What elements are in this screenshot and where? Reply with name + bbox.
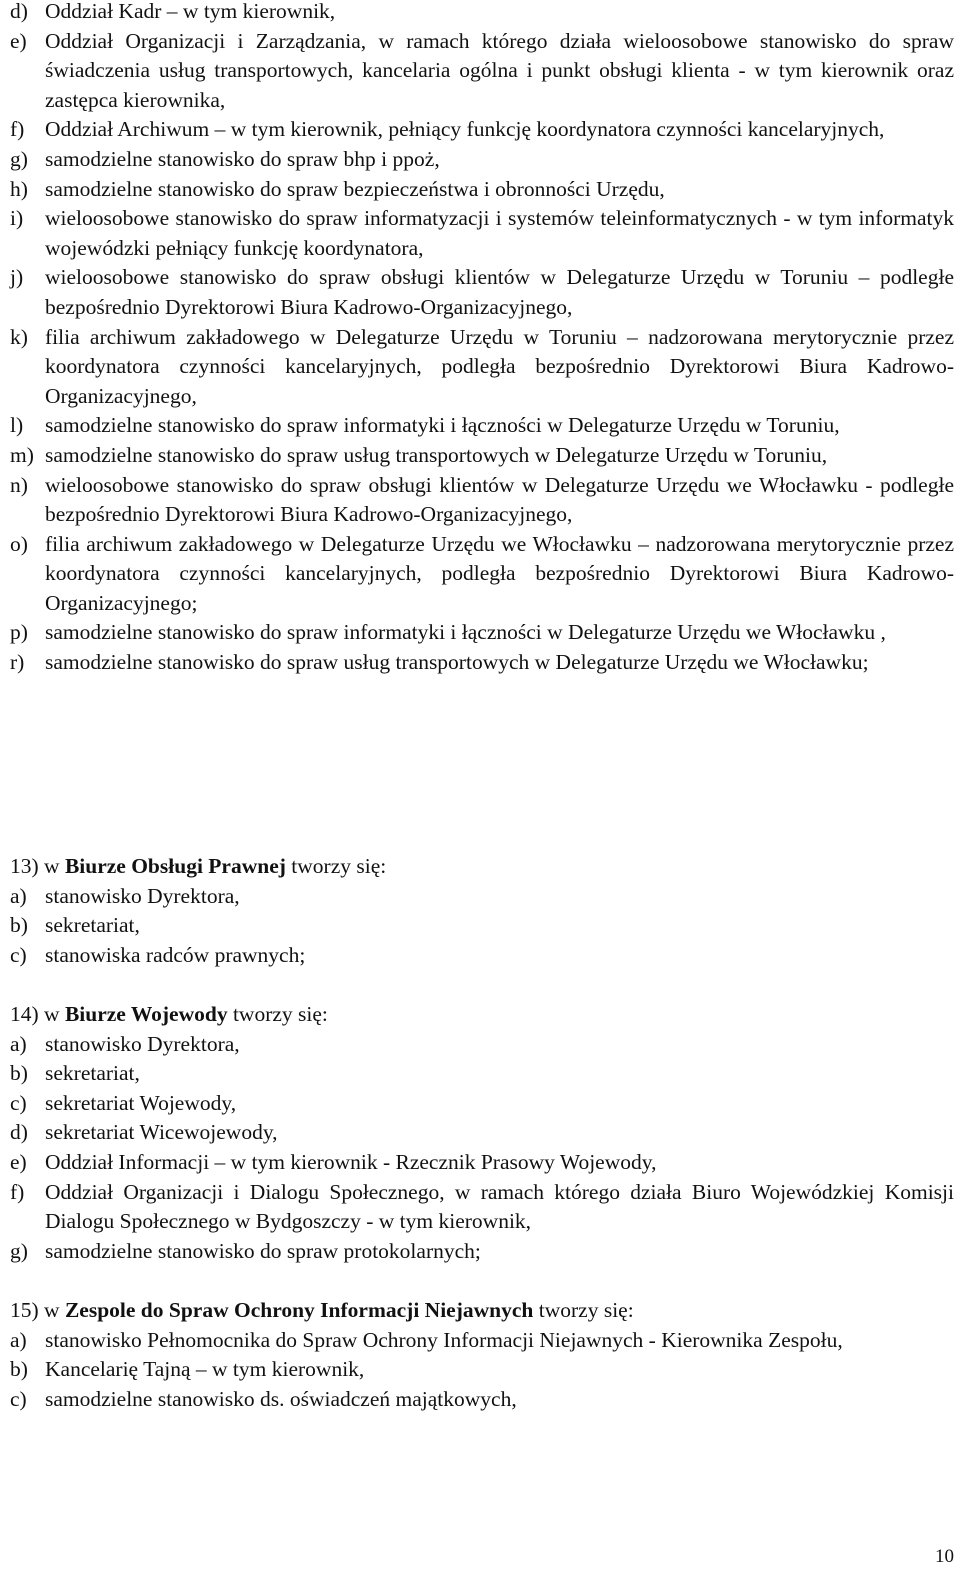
list-marker: m): [10, 442, 34, 467]
list-item-text: stanowisko Pełnomocnika do Spraw Ochrony Informacji Niejawnych - Kierownika Zespołu,: [45, 1327, 843, 1352]
list-marker: a): [10, 883, 27, 908]
list-item-text: Oddział Organizacji i Zarządzania, w ramach którego działa wieloosobowe stanowisko do spraw świadczenia usług transportowych, kancelaria ogólna i punkt obsługi klienta - w tym kierownik oraz zastępca kierownika,: [45, 28, 954, 112]
list-marker: h): [10, 176, 28, 201]
list-marker: b): [10, 1357, 28, 1382]
page-number: 10: [935, 1546, 954, 1567]
list-item-text: sekretariat Wojewody,: [45, 1090, 237, 1115]
list-marker: d): [10, 0, 28, 23]
list-item-text: sekretariat,: [45, 1061, 140, 1086]
list-item: [10, 530, 954, 619]
section-heading: [10, 852, 954, 882]
list-marker: d): [10, 1120, 28, 1145]
list-marker: p): [10, 620, 28, 645]
list-item: [10, 1355, 954, 1385]
list-item: [10, 115, 954, 145]
list-item: [10, 0, 954, 27]
section-14: [10, 1000, 954, 1266]
list-item-text: Oddział Archiwum – w tym kierownik, pełniący funkcję koordynatora czynności kancelaryjnych,: [45, 117, 885, 142]
list-item-text: stanowisko Dyrektora,: [45, 883, 240, 908]
list-item: [10, 175, 954, 205]
list-marker: e): [10, 1149, 27, 1174]
list-marker: o): [10, 531, 28, 556]
list-item-text: filia archiwum zakładowego w Delegaturze Urzędu we Włocławku – nadzorowana merytorycznie przez koordynatora czynności kancelaryjnych, podległa bezpośrednio Dyrektorowi Biura Kadrowo-Organizacyjnego;: [45, 531, 954, 615]
list-item-text: wieloosobowe stanowisko do spraw obsługi klientów w Delegaturze Urzędu w Toruniu – podległe bezpośrednio Dyrektorowi Biura Kadrowo-Organizacyjnego,: [45, 265, 954, 319]
list-item-text: wieloosobowe stanowisko do spraw informatyzacji i systemów teleinformatycznych - w tym informatyk wojewódzki pełniący funkcję koordynatora,: [45, 206, 954, 260]
list-item: [10, 263, 954, 322]
list-item-text: samodzielne stanowisko do spraw usług transportowych w Delegaturze Urzędu we Włocławku;: [45, 650, 869, 675]
section-suffix: tworzy się:: [232, 1002, 328, 1026]
list-marker: e): [10, 28, 27, 53]
list-item-text: samodzielne stanowisko do spraw usług transportowych w Delegaturze Urzędu w Toruniu,: [45, 442, 828, 467]
list-marker: i): [10, 206, 24, 231]
list-continuation: [10, 0, 954, 678]
section-suffix: tworzy się:: [291, 854, 387, 878]
list-item: [10, 471, 954, 530]
list-item-text: sekretariat,: [45, 913, 140, 938]
list-item: [10, 1118, 954, 1148]
list-marker: a): [10, 1327, 27, 1352]
section-unit-name: Biurze Wojewody: [64, 1002, 228, 1026]
list-item: [10, 323, 954, 412]
list-marker: g): [10, 146, 28, 171]
list-item: [10, 1030, 954, 1060]
list-item: [10, 1148, 954, 1178]
section-number: 14) w: [10, 1002, 60, 1026]
list-item: [10, 882, 954, 912]
list-item-text: sekretariat Wicewojewody,: [45, 1120, 278, 1145]
list-item-text: filia archiwum zakładowego w Delegaturze Urzędu w Toruniu – nadzorowana merytorycznie przez koordynatora czynności kancelaryjnych, podległa bezpośrednio Dyrektorowi Biura Kadrowo-Organizacyjnego,: [45, 324, 954, 408]
list-item-text: stanowiska radców prawnych;: [45, 942, 306, 967]
list-item: [10, 1059, 954, 1089]
list-item: [10, 411, 954, 441]
list-marker: b): [10, 1061, 28, 1086]
list-marker: c): [10, 1090, 27, 1115]
list-item-text: Oddział Kadr – w tym kierownik,: [45, 0, 336, 23]
list-marker: r): [10, 650, 25, 675]
list-item-text: samodzielne stanowisko ds. oświadczeń majątkowych,: [45, 1386, 517, 1411]
list-marker: b): [10, 913, 28, 938]
list-item: [10, 145, 954, 175]
list-marker: n): [10, 472, 28, 497]
list-item-text: samodzielne stanowisko do spraw bhp i ppoż,: [45, 146, 440, 171]
list-marker: g): [10, 1238, 28, 1263]
list-item-text: wieloosobowe stanowisko do spraw obsługi klientów w Delegaturze Urzędu we Włocławku - podległe bezpośrednio Dyrektorowi Biura Kadrowo-Organizacyjnego,: [45, 472, 954, 527]
list-item-text: samodzielne stanowisko do spraw informatyki i łączności w Delegaturze Urzędu w Toruniu,: [45, 413, 840, 438]
section-15: [10, 1296, 954, 1414]
list-item: [10, 618, 954, 648]
list-item: [10, 1089, 954, 1119]
section-13: [10, 852, 954, 970]
list-item-text: Kancelarię Tajną – w tym kierownik,: [45, 1357, 365, 1382]
list-item-text: stanowisko Dyrektora,: [45, 1031, 240, 1056]
list-marker: k): [10, 324, 28, 349]
list-marker: c): [10, 1386, 27, 1411]
section-unit-name: Biurze Obsługi Prawnej: [64, 854, 286, 878]
section-heading: [10, 1296, 954, 1326]
list-item: [10, 1178, 954, 1237]
list-item-text: samodzielne stanowisko do spraw informatyki i łączności w Delegaturze Urzędu we Włocławku ,: [45, 620, 886, 645]
section-unit-name: Zespole do Spraw Ochrony Informacji Niejawnych: [64, 1298, 534, 1322]
list-marker: f): [10, 117, 25, 142]
list-item: [10, 1385, 954, 1415]
list-item: [10, 204, 954, 263]
list-item: [10, 648, 954, 678]
list-marker: j): [10, 265, 24, 290]
list-item: [10, 1326, 954, 1356]
list-marker: c): [10, 942, 27, 967]
section-number: 13) w: [10, 854, 60, 878]
list-marker: a): [10, 1031, 27, 1056]
list-item: [10, 441, 954, 471]
section-number: 15) w: [10, 1298, 60, 1322]
list-item-text: samodzielne stanowisko do spraw protokolarnych;: [45, 1238, 481, 1263]
section-suffix: tworzy się:: [538, 1298, 634, 1322]
list-marker: l): [10, 413, 24, 438]
list-item-text: Oddział Informacji – w tym kierownik - Rzecznik Prasowy Wojewody,: [45, 1149, 657, 1174]
list-item-text: Oddział Organizacji i Dialogu Społecznego, w ramach którego działa Biuro Wojewódzkiej Komisji Dialogu Społecznego w Bydgoszczy - w tym kierownik,: [45, 1179, 954, 1234]
list-item: [10, 941, 954, 971]
section-heading: [10, 1000, 954, 1030]
list-item: [10, 27, 954, 116]
list-item-text: samodzielne stanowisko do spraw bezpieczeństwa i obronności Urzędu,: [45, 176, 665, 201]
list-item: [10, 1237, 954, 1267]
list-item: [10, 911, 954, 941]
list-marker: f): [10, 1179, 25, 1204]
